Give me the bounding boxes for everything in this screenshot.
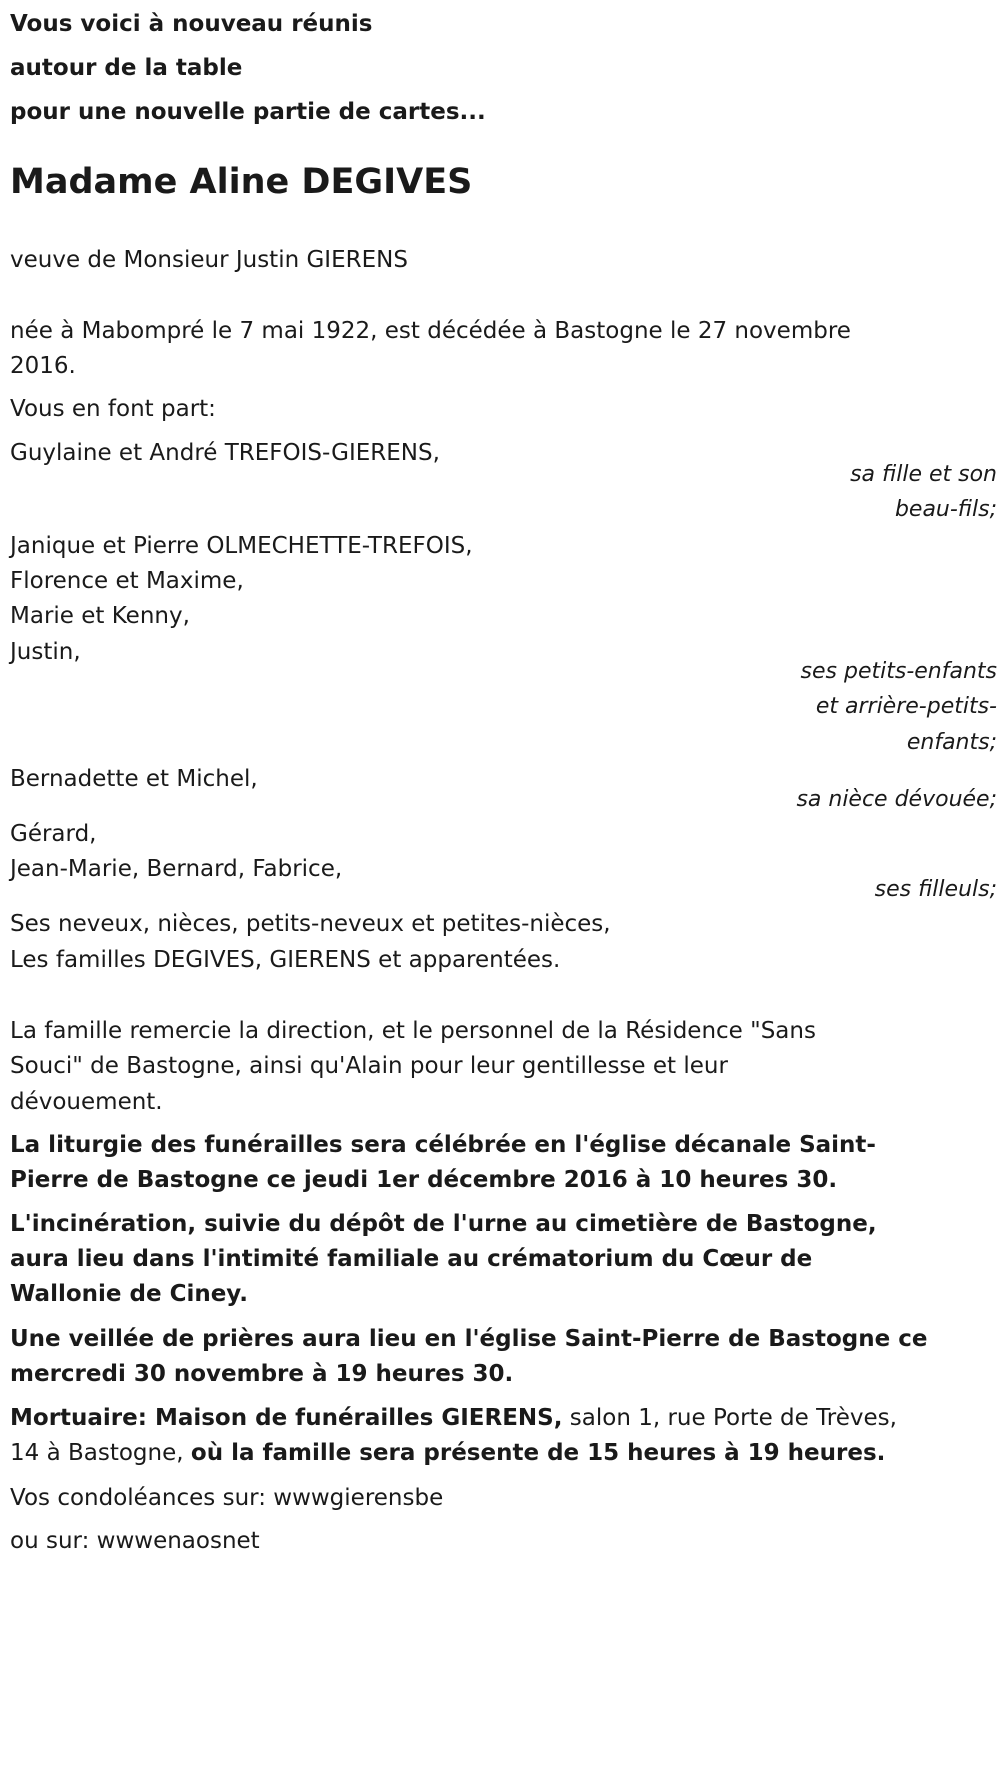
widow-line: veuve de Monsieur Justin GIERENS [10,247,408,273]
mortuary-hours: où la famille sera présente de 15 heures à 19 heures. [190,1440,886,1466]
relation-niece: sa nièce dévouée; [796,787,997,812]
mortuary-line-1 [10,1407,897,1430]
family-grandchild-2: Florence et Maxime, [10,568,244,594]
family-grandchild-1: Janique et Pierre OLMECHETTE-TREFOIS, [10,533,473,559]
intro-line-3: pour une nouvelle partie de cartes... [10,99,486,125]
family-daughter: Guylaine et André TREFOIS-GIERENS, [10,440,440,466]
vigil-line-1: Une veillée de prières aura lieu en l'église Saint-Pierre de Bastogne ce [10,1326,928,1352]
family-godchild-1: Gérard, [10,821,97,847]
intro-line-2: autour de la table [10,55,243,81]
cremation-line-3: Wallonie de Ciney. [10,1281,248,1307]
cremation-line-2: aura lieu dans l'intimité familiale au crématorium du Cœur de [10,1246,813,1272]
relation-daughter-2: beau-fils; [894,497,997,522]
relation-godchildren: ses filleuls; [874,877,997,902]
condolences-line-1: Vos condoléances sur: wwwgierensbe [10,1485,444,1511]
family-godchild-2: Jean-Marie, Bernard, Fabrice, [10,856,343,882]
relation-grandchildren-2: et arrière-petits- [815,694,997,719]
thanks-line-2: Souci" de Bastogne, ainsi qu'Alain pour leur gentillesse et leur [10,1053,728,1079]
birth-line-1: née à Mabompré le 7 mai 1922, est décédée à Bastogne le 27 novembre [10,318,851,344]
thanks-line-1: La famille remercie la direction, et le personnel de la Résidence "Sans [10,1018,816,1044]
family-grandchild-3: Marie et Kenny, [10,603,190,629]
relation-grandchildren-1: ses petits-enfants [800,659,997,684]
liturgy-line-2: Pierre de Bastogne ce jeudi 1er décembre 2016 à 10 heures 30. [10,1167,838,1193]
mortuary-city: 14 à Bastogne, [10,1440,191,1466]
family-extended-1: Ses neveux, nièces, petits-neveux et petites-nièces, [10,911,611,937]
vigil-line-2: mercredi 30 novembre à 19 heures 30. [10,1361,514,1387]
relation-daughter-1: sa fille et son [850,462,997,487]
family-niece: Bernadette et Michel, [10,766,258,792]
family-grandchild-4: Justin, [10,639,81,665]
mortuary-address: salon 1, rue Porte de Trèves, [562,1405,897,1431]
condolences-line-2: ou sur: wwwenaosnet [10,1528,260,1554]
mortuary-location: Mortuaire: Maison de funérailles GIERENS, [10,1405,563,1431]
thanks-line-3: dévouement. [10,1089,163,1115]
birth-line-2: 2016. [10,353,76,379]
family-extended-2: Les familles DEGIVES, GIERENS et apparentées. [10,947,561,973]
relation-grandchildren-3: enfants; [906,730,997,755]
cremation-line-1: L'incinération, suivie du dépôt de l'urne au cimetière de Bastogne, [10,1211,877,1237]
deceased-name: Madame Aline DEGIVES [10,162,473,202]
announce-line: Vous en font part: [10,396,216,422]
liturgy-line-1: La liturgie des funérailles sera célébrée en l'église décanale Saint- [10,1132,876,1158]
mortuary-line-2 [10,1442,885,1465]
intro-line-1: Vous voici à nouveau réunis [10,11,373,37]
